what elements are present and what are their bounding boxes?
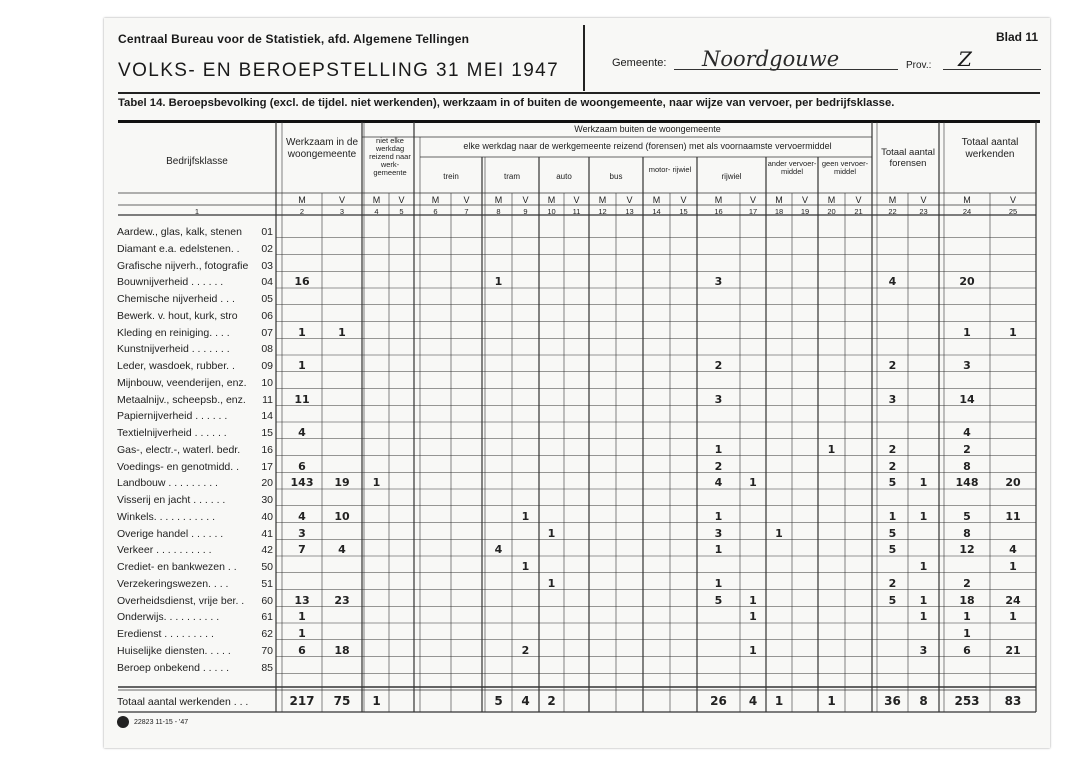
table-cell-value: 1 bbox=[919, 560, 928, 573]
total-cell-value: 1 bbox=[372, 694, 381, 708]
table-cell-value: 16 bbox=[294, 275, 310, 289]
table-cell-value: 1 bbox=[298, 325, 306, 339]
table-cell-value: 1 bbox=[1009, 610, 1017, 624]
table-cell-value: 1 bbox=[1009, 325, 1017, 339]
mv-header: V bbox=[680, 195, 687, 205]
table-cell-value: 4 bbox=[888, 275, 897, 289]
row-code: 16 bbox=[261, 443, 273, 456]
mv-header: V bbox=[855, 195, 862, 205]
mv-header: V bbox=[1009, 195, 1016, 205]
table-cell-value: 1 bbox=[749, 476, 757, 490]
mv-header: V bbox=[398, 195, 405, 205]
column-number: 13 bbox=[625, 207, 634, 216]
table-cell-value: 1 bbox=[919, 476, 928, 490]
header-elke-werkdag: elke werkdag naar de werkgemeente reizend (forensen) met als voornaamste vervoermiddel bbox=[463, 141, 832, 151]
table-cell-value: 20 bbox=[959, 275, 975, 289]
column-number: 15 bbox=[679, 207, 688, 216]
header-tram: tram bbox=[504, 172, 520, 181]
table-cell-value: 1 bbox=[1009, 560, 1017, 573]
total-cell-value: 5 bbox=[494, 694, 503, 708]
total-cell-value: 83 bbox=[1004, 694, 1022, 708]
table-cell-value: 6 bbox=[963, 643, 971, 657]
table-cell-value: 1 bbox=[919, 593, 928, 607]
table-cell-value: 6 bbox=[298, 643, 306, 657]
total-cell-value: 4 bbox=[748, 694, 758, 708]
row-code: 17 bbox=[261, 460, 273, 473]
table-cell-value: 1 bbox=[298, 359, 306, 372]
table-cell-value: 11 bbox=[1005, 509, 1021, 523]
total-cell-value: 217 bbox=[289, 694, 315, 708]
table-cell-value: 1 bbox=[963, 610, 971, 624]
table-cell-value: 5 bbox=[888, 593, 897, 607]
table-cell-value: 4 bbox=[298, 509, 306, 523]
table-cell-value: 3 bbox=[298, 526, 306, 540]
row-label: Visserij en jacht . . . . . . bbox=[117, 494, 226, 506]
table-cell-value: 2 bbox=[963, 576, 971, 590]
row-label: Kunstnijverheid . . . . . . . bbox=[117, 343, 230, 356]
table-cell-value: 1 bbox=[714, 442, 723, 456]
table-cell-value: 1 bbox=[547, 576, 556, 590]
header-totaal-werkenden: Totaal aantal werkenden bbox=[961, 137, 1019, 160]
mv-header: M bbox=[827, 195, 836, 205]
column-number: 1 bbox=[194, 207, 200, 216]
mv-header: M bbox=[547, 195, 556, 205]
table-cell-value: 1 bbox=[963, 627, 971, 640]
header-niet-elke: niet elke werkdag reizend naar werk- gemeente bbox=[369, 136, 411, 177]
column-number: 25 bbox=[1008, 207, 1018, 216]
table-cell-value: 3 bbox=[919, 643, 928, 657]
table-cell-value: 4 bbox=[714, 476, 723, 490]
row-code: 04 bbox=[261, 276, 273, 289]
table-cell-value: 5 bbox=[714, 593, 723, 607]
table-cell-value: 6 bbox=[298, 459, 306, 473]
table-cell-value: 20 bbox=[1005, 476, 1021, 490]
table-cell-value: 143 bbox=[290, 476, 314, 490]
total-cell-value: 1 bbox=[827, 694, 836, 708]
column-number: 14 bbox=[652, 207, 661, 216]
table-cell-value: 1 bbox=[714, 509, 723, 523]
row-label: Landbouw . . . . . . . . . bbox=[117, 477, 218, 490]
row-label: Overige handel . . . . . . bbox=[117, 527, 224, 540]
table-cell-value: 5 bbox=[888, 526, 897, 540]
total-cell-value: 4 bbox=[521, 694, 530, 708]
total-cell-value: 2 bbox=[547, 694, 556, 708]
table-cell-value: 5 bbox=[963, 509, 971, 523]
row-code: 60 bbox=[261, 594, 273, 607]
total-cell-value: 1 bbox=[774, 694, 784, 708]
gemeente-label: Gemeente: bbox=[612, 57, 667, 69]
cbs-logo-icon bbox=[117, 716, 129, 728]
table-cell-value: 8 bbox=[963, 459, 971, 473]
table-cell-value: 24 bbox=[1005, 593, 1021, 607]
column-number: 16 bbox=[714, 207, 723, 216]
column-number: 24 bbox=[962, 207, 972, 216]
row-label: Huiselijke diensten. . . . . bbox=[117, 644, 231, 657]
table-cell-value: 10 bbox=[334, 509, 350, 523]
total-cell-value: 75 bbox=[333, 694, 351, 708]
table-cell-value: 5 bbox=[888, 476, 897, 490]
table-cell-value: 12 bbox=[959, 543, 975, 557]
row-code: 15 bbox=[261, 427, 273, 439]
mv-header: V bbox=[573, 195, 580, 205]
table-cell-value: 1 bbox=[919, 509, 928, 523]
table-cell-value: 1 bbox=[338, 325, 346, 339]
column-number: 22 bbox=[888, 207, 897, 216]
row-label: Grafische nijverh., fotografie bbox=[117, 259, 249, 272]
mv-header: M bbox=[714, 195, 723, 205]
mv-header: M bbox=[431, 195, 440, 205]
header-totaal-forensen: Totaal aantal forensen bbox=[881, 147, 935, 169]
row-code: 20 bbox=[261, 477, 273, 490]
row-label: Bewerk. v. hout, kurk, stro bbox=[117, 309, 238, 322]
header-geen: geen vervoer- middel bbox=[821, 159, 869, 176]
row-label: Crediet- en bankwezen . . bbox=[117, 561, 237, 573]
column-number: 8 bbox=[496, 207, 501, 216]
header-ander: ander vervoer- middel bbox=[767, 159, 817, 176]
header-bedrijfsklasse: Bedrijfsklasse bbox=[166, 156, 228, 167]
table-cell-value: 4 bbox=[298, 426, 306, 439]
row-label: Verzekeringswezen. . . . bbox=[117, 577, 229, 590]
table-cell-value: 1 bbox=[494, 275, 503, 289]
column-number: 5 bbox=[399, 207, 404, 216]
mv-header: V bbox=[463, 195, 470, 205]
row-code: 03 bbox=[261, 259, 273, 272]
column-number: 4 bbox=[374, 207, 379, 216]
row-code: 51 bbox=[261, 577, 273, 590]
table-cell-value: 8 bbox=[963, 526, 971, 540]
column-number: 7 bbox=[464, 207, 469, 216]
table-cell-value: 1 bbox=[714, 543, 723, 557]
mv-header: M bbox=[652, 195, 661, 205]
table-cell-value: 1 bbox=[775, 526, 783, 540]
row-code: 14 bbox=[261, 410, 273, 423]
header-bus: bus bbox=[609, 172, 623, 181]
table-cell-value: 11 bbox=[294, 392, 310, 406]
table-cell-value: 2 bbox=[714, 359, 723, 372]
row-code: 41 bbox=[261, 527, 273, 540]
row-label: Diamant e.a. edelstenen. . bbox=[117, 242, 240, 255]
row-code: 50 bbox=[261, 561, 273, 573]
total-cell-value: 26 bbox=[710, 694, 727, 708]
row-label: Chemische nijverheid . . . bbox=[117, 293, 235, 305]
mv-header: M bbox=[598, 195, 607, 205]
table-cell-value: 148 bbox=[955, 476, 979, 490]
row-code: 61 bbox=[261, 611, 273, 624]
table-cell-value: 4 bbox=[338, 543, 346, 557]
mv-header: M bbox=[963, 195, 971, 205]
row-label: Voedings- en genotmidd. . bbox=[117, 460, 240, 473]
mv-header: V bbox=[338, 195, 345, 205]
mv-header: V bbox=[626, 195, 633, 205]
row-code: 09 bbox=[261, 360, 273, 372]
header-buiten: Werkzaam buiten de woongemeente bbox=[574, 124, 721, 134]
header-rijwiel: rijwiel bbox=[721, 172, 742, 181]
total-cell-value: 8 bbox=[919, 694, 928, 708]
census-title: VOLKS- EN BEROEPSTELLING 31 MEI 1947 bbox=[118, 60, 560, 81]
column-number: 10 bbox=[547, 207, 556, 216]
table-cell-value: 1 bbox=[547, 526, 556, 540]
mv-header: V bbox=[801, 195, 808, 205]
table-cell-value: 3 bbox=[888, 392, 897, 406]
column-number: 12 bbox=[598, 207, 607, 216]
total-cell-value: 36 bbox=[884, 694, 901, 708]
row-code: 05 bbox=[261, 293, 273, 305]
row-label: Leder, wasdoek, rubber. . bbox=[117, 360, 235, 372]
table-cell-value: 1 bbox=[888, 509, 897, 523]
row-label: Bouwnijverheid . . . . . . bbox=[117, 276, 224, 289]
row-label: Onderwijs. . . . . . . . . . bbox=[117, 611, 220, 624]
column-number: 17 bbox=[748, 207, 758, 216]
total-cell-value: 253 bbox=[954, 694, 980, 708]
row-label: Eredienst . . . . . . . . . bbox=[117, 628, 214, 640]
table-cell-value: 2 bbox=[888, 359, 897, 372]
mv-header: V bbox=[749, 195, 756, 205]
row-code: 02 bbox=[261, 242, 273, 255]
table-cell-value: 1 bbox=[521, 509, 530, 523]
column-number: 6 bbox=[433, 207, 438, 216]
row-label: Gas-, electr.-, waterl. bedr. bbox=[117, 443, 241, 456]
row-code: 62 bbox=[261, 628, 273, 640]
table-cell-value: 23 bbox=[334, 593, 350, 607]
table-cell-value: 1 bbox=[827, 442, 836, 456]
prov-value: Z bbox=[958, 47, 972, 71]
table-cell-value: 1 bbox=[714, 576, 723, 590]
column-number: 11 bbox=[572, 207, 581, 216]
table-cell-value: 5 bbox=[888, 543, 897, 557]
header-auto: auto bbox=[556, 172, 572, 181]
table-cell-value: 13 bbox=[294, 593, 310, 607]
table-cell-value: 1 bbox=[749, 610, 757, 624]
row-code: 07 bbox=[261, 326, 273, 339]
mv-header: M bbox=[298, 195, 306, 205]
table-cell-value: 21 bbox=[1005, 643, 1021, 657]
table-cell-value: 3 bbox=[714, 275, 723, 289]
row-label: Winkels. . . . . . . . . . . bbox=[117, 510, 216, 523]
table-cell-value: 18 bbox=[334, 643, 350, 657]
header-trein: trein bbox=[443, 172, 459, 181]
row-code: 70 bbox=[261, 644, 273, 657]
table-cell-value: 3 bbox=[714, 392, 723, 406]
column-number: 19 bbox=[800, 207, 810, 216]
mv-header: M bbox=[888, 195, 897, 205]
row-code: 30 bbox=[261, 494, 273, 506]
table-cell-value: 1 bbox=[372, 476, 381, 490]
row-label: Aardew., glas, kalk, stenen bbox=[117, 226, 242, 238]
row-code: 40 bbox=[261, 510, 273, 523]
table-title: Tabel 14. Beroepsbevolking (excl. de tijdel. niet werkenden), werkzaam in of buiten de woongemeente, naar wijze van vervoer, per bedrijfsklasse. bbox=[118, 97, 895, 109]
row-code: 10 bbox=[261, 376, 273, 389]
table-cell-value: 4 bbox=[494, 543, 503, 557]
column-number: 9 bbox=[523, 207, 528, 216]
table-cell-value: 1 bbox=[749, 643, 757, 657]
table-cell-value: 2 bbox=[888, 576, 897, 590]
column-number: 20 bbox=[827, 207, 836, 216]
column-number: 21 bbox=[854, 207, 863, 216]
row-code: 85 bbox=[261, 661, 273, 674]
mv-header: M bbox=[775, 195, 783, 205]
table-cell-value: 14 bbox=[959, 392, 975, 406]
column-number: 3 bbox=[339, 207, 345, 216]
row-label: Kleding en reiniging. . . . bbox=[117, 326, 230, 339]
header-motor: motor- rijwiel bbox=[648, 165, 692, 174]
table-cell-value: 1 bbox=[963, 325, 971, 339]
table-cell-value: 2 bbox=[888, 442, 897, 456]
header-werkzaam-in: Werkzaam in de woongemeente bbox=[285, 137, 359, 160]
row-label: Papiernijverheid . . . . . . bbox=[117, 410, 228, 423]
mv-header: M bbox=[494, 195, 503, 205]
column-number: 18 bbox=[774, 207, 784, 216]
table-cell-value: 4 bbox=[1009, 543, 1017, 557]
bureau-title: Centraal Bureau voor de Statistiek, afd. Algemene Tellingen bbox=[118, 32, 470, 46]
table-cell-value: 2 bbox=[963, 442, 971, 456]
table-cell-value: 2 bbox=[714, 459, 723, 473]
table-cell-value: 7 bbox=[298, 543, 306, 557]
row-label: Metaalnijv., scheepsb., enz. bbox=[117, 393, 246, 406]
table-cell-value: 1 bbox=[749, 593, 757, 607]
table-cell-value: 2 bbox=[521, 643, 530, 657]
row-label: Beroep onbekend . . . . . bbox=[117, 661, 230, 674]
row-code: 42 bbox=[261, 544, 273, 557]
row-label: Mijnbouw, veenderijen, enz. bbox=[117, 376, 247, 389]
totals-label: Totaal aantal werkenden . . . bbox=[117, 696, 249, 708]
form-code: 22823 11-15 - '47 bbox=[134, 719, 189, 726]
row-code: 11 bbox=[262, 393, 273, 406]
mv-header: V bbox=[920, 195, 927, 205]
row-label: Verkeer . . . . . . . . . . bbox=[117, 544, 212, 557]
row-label: Overheidsdienst, vrije ber. . bbox=[117, 594, 245, 607]
mv-header: M bbox=[372, 195, 381, 205]
row-code: 06 bbox=[261, 309, 273, 322]
table-cell-value: 4 bbox=[963, 426, 971, 439]
column-number: 2 bbox=[299, 207, 305, 216]
table-cell-value: 1 bbox=[298, 610, 306, 624]
row-code: 08 bbox=[261, 343, 273, 356]
table-cell-value: 1 bbox=[919, 610, 928, 624]
table-cell-value: 18 bbox=[959, 593, 975, 607]
table-cell-value: 3 bbox=[714, 526, 723, 540]
table-cell-value: 1 bbox=[298, 627, 306, 640]
mv-header: V bbox=[522, 195, 529, 205]
prov-label: Prov.: bbox=[906, 60, 932, 71]
sheet-number: Blad 11 bbox=[996, 30, 1039, 44]
table-cell-value: 3 bbox=[963, 359, 971, 372]
row-code: 01 bbox=[261, 226, 273, 238]
table-cell-value: 1 bbox=[521, 560, 530, 573]
column-number: 23 bbox=[919, 207, 928, 216]
table-cell-value: 2 bbox=[888, 459, 897, 473]
table-cell-value: 19 bbox=[334, 476, 350, 490]
gemeente-value: Noordgouwe bbox=[702, 47, 840, 71]
row-label: Textielnijverheid . . . . . . bbox=[117, 427, 227, 439]
